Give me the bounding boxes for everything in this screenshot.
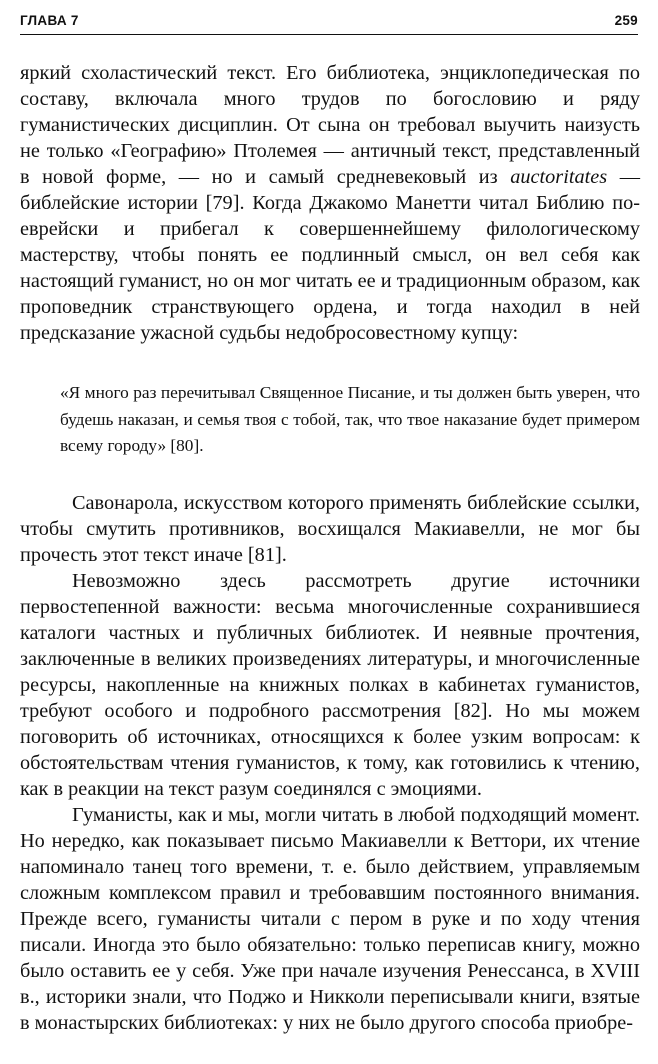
page-number: 259 xyxy=(614,13,638,28)
italic-term: auctoritates xyxy=(510,166,608,188)
body-text xyxy=(20,60,640,1036)
chapter-title: ГЛАВА 7 xyxy=(20,13,79,28)
paragraph-1-text-a: яркий схоластический текст. Его библиотека, энциклопедическая по составу, включала много трудов по богословию и ряду гуманистических дисциплин. От сына он требовал выучить наизусть не только «Географию» Птолемея — античный текст, представленный в новой форме, — но и самый средневековый из xyxy=(20,62,640,188)
paragraph-1-text-b: — библейские истории [79]. Когда Джакомо Манетти читал Библию по-еврейски и прибегал к совершеннейшему филологическому мастерству, чтобы понять ее подлинный смысл, он вел себя как настоящий гуманист, но он мог читать ее и традиционным образом, как проповедник странствующего ордена, и тогда находил в ней предсказание ужасной судьбы недобросовестному купцу: xyxy=(20,166,640,344)
block-quote: «Я много раз перечитывал Священное Писание, и ты должен быть уверен, что будешь наказан, и семья твоя с тобой, так, что твое наказание будет примером всему городу» [80]. xyxy=(60,383,640,455)
header-rule xyxy=(20,34,638,35)
paragraph-1 xyxy=(20,60,640,346)
paragraph-2: Савонарола, искусством которого применять библейские ссылки, чтобы смутить противников, восхищался Макиавелли, не мог бы прочесть этот текст иначе [81]. xyxy=(20,491,640,566)
running-head xyxy=(20,13,638,35)
paragraph-4: Гуманисты, как и мы, могли читать в любой подходящий момент. Но нередко, как показывает письмо Макиавелли к Веттори, их чтение напоминало танец того времени, т. е. было действием, управляемым сложным комплексом правил и требовавшим постоянного внимания. Прежде всего, гуманисты читали с пером в руке и по ходу чтения писали. Иногда это было обязательно: только переписав книгу, можно было оставить ее у себя. Уже при начале изучения Ренессанса, в XVIII в., историки знали, что Поджо и Никколи переписывали книги, взятые в монастырских библиотеках: у них не было другого способа приобре- xyxy=(20,803,640,1034)
paragraph-3: Невозможно здесь рассмотреть другие источники первостепенной важности: весьма многочисленные сохранившиеся каталоги частных и публичных библиотек. И неявные прочтения, заключенные в великих произведениях литературы, и многочисленные ресурсы, накопленные на книжных полках в кабинетах гуманистов, требуют особого и подробного рассмотрения [82]. Но мы можем поговорить об источниках, относящихся к более узким вопросам: к обстоятельствам чтения гуманистов, к тому, как готовились к чтению, как в реакции на текст разум соединялся с эмоциями. xyxy=(20,569,640,800)
